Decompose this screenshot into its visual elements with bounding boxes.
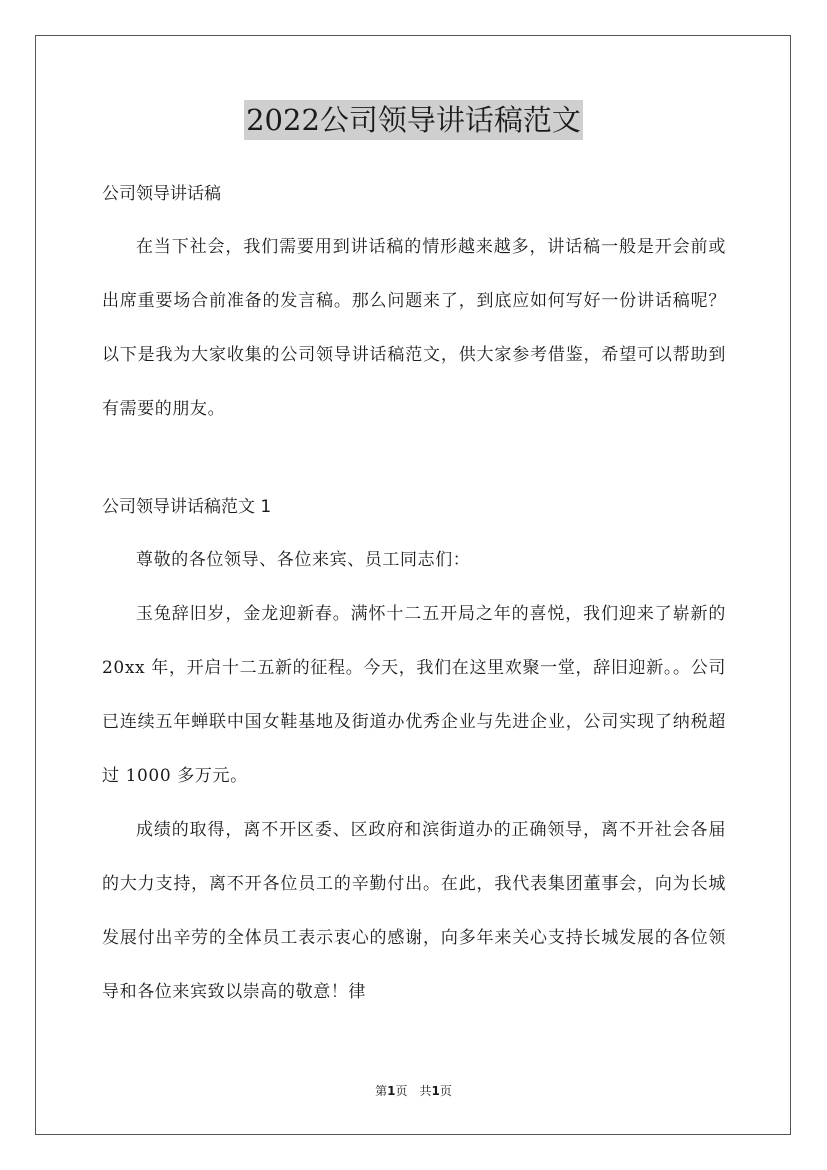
page-number: 1 [387, 1084, 396, 1098]
body-paragraph-2: 成绩的取得，离不开区委、区政府和滨街道办的正确领导，离不开社会各届的大力支持，离不开各位员工的辛勤付出。在此，我代表集团董事会，向为长城发展付出辛劳的全体员工表示衷心的感谢，向多年来关心支持长城发展的各位领导和各位来宾致以崇高的敬意！律 [102, 820, 726, 1002]
section-heading-2: 公司领导讲话稿范文 1 [102, 497, 272, 517]
document-title: 2022公司领导讲话稿范文 [244, 100, 583, 140]
section-heading-1: 公司领导讲话稿 [102, 184, 221, 204]
page-suffix: 页 [439, 1084, 452, 1098]
section-spacer [102, 436, 726, 481]
greeting-paragraph: 尊敬的各位领导、各位来宾、员工同志们： [136, 550, 471, 570]
document-body [102, 168, 726, 1019]
page-mid: 页 共 [395, 1084, 432, 1098]
page-total: 1 [431, 1084, 440, 1098]
page-prefix: 第 [375, 1084, 388, 1098]
intro-paragraph: 在当下社会，我们需要用到讲话稿的情形越来越多，讲话稿一般是开会前或出席重要场合前准备的发言稿。那么问题来了，到底应如何写好一份讲话稿呢？以下是我为大家收集的公司领导讲话稿范文，供大家参考借鉴，希望可以帮助到有需要的朋友。 [102, 237, 726, 419]
page-footer [0, 1082, 827, 1099]
title-wrapper [0, 100, 827, 140]
body-paragraph-1: 玉兔辞旧岁，金龙迎新春。满怀十二五开局之年的喜悦，我们迎来了崭新的 20xx 年，开启十二五新的征程。今天，我们在这里欢聚一堂，辞旧迎新。。公司已连续五年蝉联中国女鞋基地及街道办优秀企业与先进企业，公司实现了纳税超过 1000 多万元。 [102, 604, 726, 786]
